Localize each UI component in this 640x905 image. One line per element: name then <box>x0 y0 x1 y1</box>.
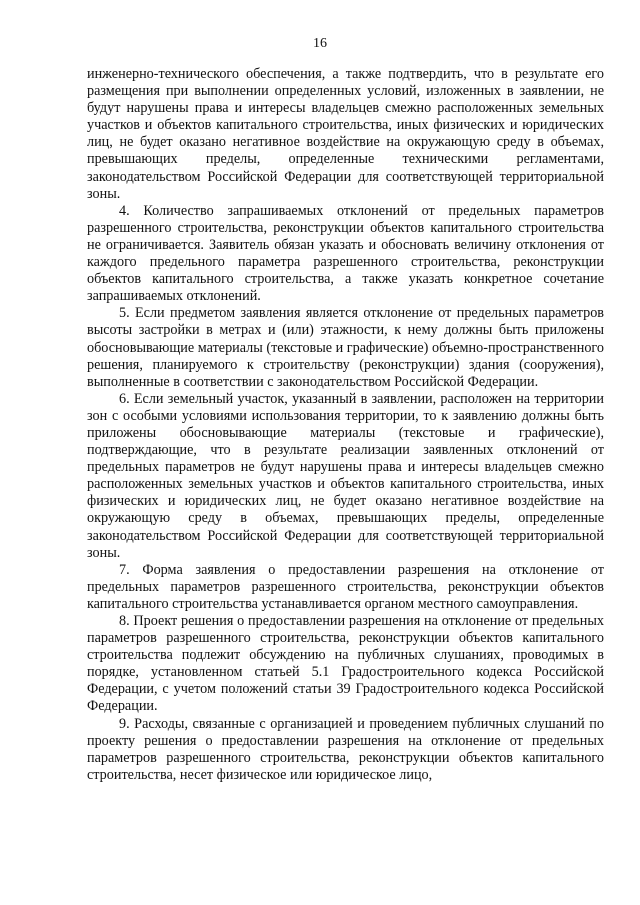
paragraph-8: 8. Проект решения о предоставлении разрешения на отклонение от предельных параметров разрешенного строительства, реконструкции объектов капитального строительства подлежит обсуждению на публичных слушаниях, проводимых в порядке, установленном статьей 5.1 Градостроительного кодекса Российской Федерации, с учетом положений статьи 39 Градостроительного кодекса Российской Федерации. <box>87 613 604 715</box>
paragraph-4: 4. Количество запрашиваемых отклонений от предельных параметров разрешенного строительства, реконструкции объектов капитального строительства не ограничивается. Заявитель обязан указать и обосновать величину отклонения от каждого предельного параметра разрешенного строительства, реконструкции объектов капитального строительства, а также указать конкретное сочетание запрашиваемых отклонений. <box>87 202 604 305</box>
paragraph-9: 9. Расходы, связанные с организацией и проведением публичных слушаний по проекту решения о предоставлении разрешения на отклонение от предельных параметров разрешенного строительства, реконструкции объектов капитального строительства, несет физическое или юридическое лицо, <box>87 715 604 783</box>
document-body <box>87 66 604 784</box>
paragraph-continuation: инженерно-технического обеспечения, а также подтвердить, что в результате его размещения при выполнении определенных условий, изложенных в заявлении, не будут нарушены права и интересы владельцев смежно расположенных земельных участков и объектов капитального строительства, иных физических и юридических лиц, не будет оказано негативное воздействие на окружающую среду в объемах, превышающих пределы, определенные техническими регламентами, законодательством Российской Федерации для соответствующей территориальной зоны. <box>87 66 604 202</box>
page-number: 16 <box>313 36 327 51</box>
paragraph-5: 5. Если предметом заявления является отклонение от предельных параметров высоты застройки в метрах и (или) этажности, к нему должны быть приложены обосновывающие материалы (текстовые и графические) объемно-пространственного решения, планируемого к строительству (реконструкции) здания (сооружения), выполненные в соответствии с законодательством Российской Федерации. <box>87 305 604 390</box>
paragraph-7: 7. Форма заявления о предоставлении разрешения на отклонение от предельных параметров разрешенного строительства, реконструкции объектов капитального строительства устанавливается органом местного самоуправления. <box>87 561 604 612</box>
paragraph-6: 6. Если земельный участок, указанный в заявлении, расположен на территории зон с особыми условиями использования территории, то к заявлению должны быть приложены обосновывающие материалы (текстовые и графические), подтверждающие, что в результате реализации заявленных отклонений от предельных параметров не будут нарушены права и интересы владельцев смежно расположенных земельных участков и объектов капитального строительства, иных физических и юридических лиц, не будет оказано негативное воздействие на окружающую среду в объемах, превышающих пределы, определенные законодательством Российской Федерации для соответствующей территориальной зоны. <box>87 390 604 561</box>
